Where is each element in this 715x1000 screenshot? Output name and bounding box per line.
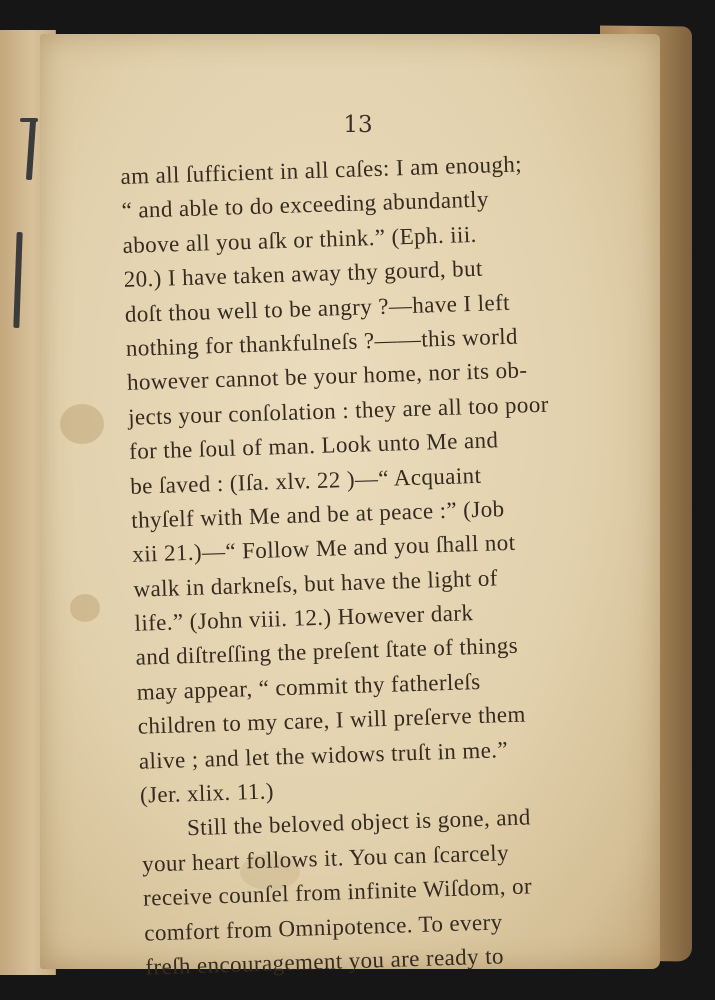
text-line: xii 21.)—“ Follow Me and you ſhall not [132,530,516,568]
text-line: receive counſel from infinite Wiſdom, or [142,873,533,911]
binding-stitch-head [20,118,38,122]
text-line: Still the beloved object is gone, and [186,804,532,841]
text-line: nothing for thankfulneſs ?——this world [125,323,519,361]
text-line: alive ; and let the widows truſt in me.” [138,736,509,774]
page-number: 13 [343,112,373,138]
text-line: thyſelf with Me and be at peace :” (Job [130,496,505,533]
text-line: am all ſufficient in all caſes: I am enough; [120,151,523,189]
text-line: may appear, “ commit thy fatherleſs [136,668,481,705]
text-line: freſh encouragement you are ready to [144,943,505,980]
text-line: (Jer. xlix. 11.) [139,778,275,808]
text-line: for the ſoul of man. Look unto Me and [128,427,499,464]
text-line: children to my care, I will preſerve them [137,701,527,739]
text-line: 20.) I have taken away thy gourd, but [123,255,484,293]
text-line: comfort from Omnipotence. To every [143,908,503,946]
text-line: above all you aſk or think.” (Eph. iii. [122,221,478,258]
text-line: doſt thou well to be angry ?—have I left [124,289,511,327]
text-line: and diſtreſſing the preſent ſtate of things [135,633,519,671]
text-line: your heart follows it. You can ſcarcely [141,839,510,877]
text-line: however cannot be your home, nor its ob- [126,357,528,396]
text-line: “ and able to do exceeding abundantly [121,186,490,224]
text-line: walk in darkneſs, but have the light of [133,565,499,602]
page-stain [60,404,104,444]
page-text [120,145,636,985]
text-line: life.” (John viii. 12.) However dark [134,600,474,636]
text-line: jects your conſolation : they are all too poor [127,391,550,430]
text-line: be ſaved : (Iſa. xlv. 22 )—“ Acquaint [129,462,482,499]
page-stain [70,594,100,622]
